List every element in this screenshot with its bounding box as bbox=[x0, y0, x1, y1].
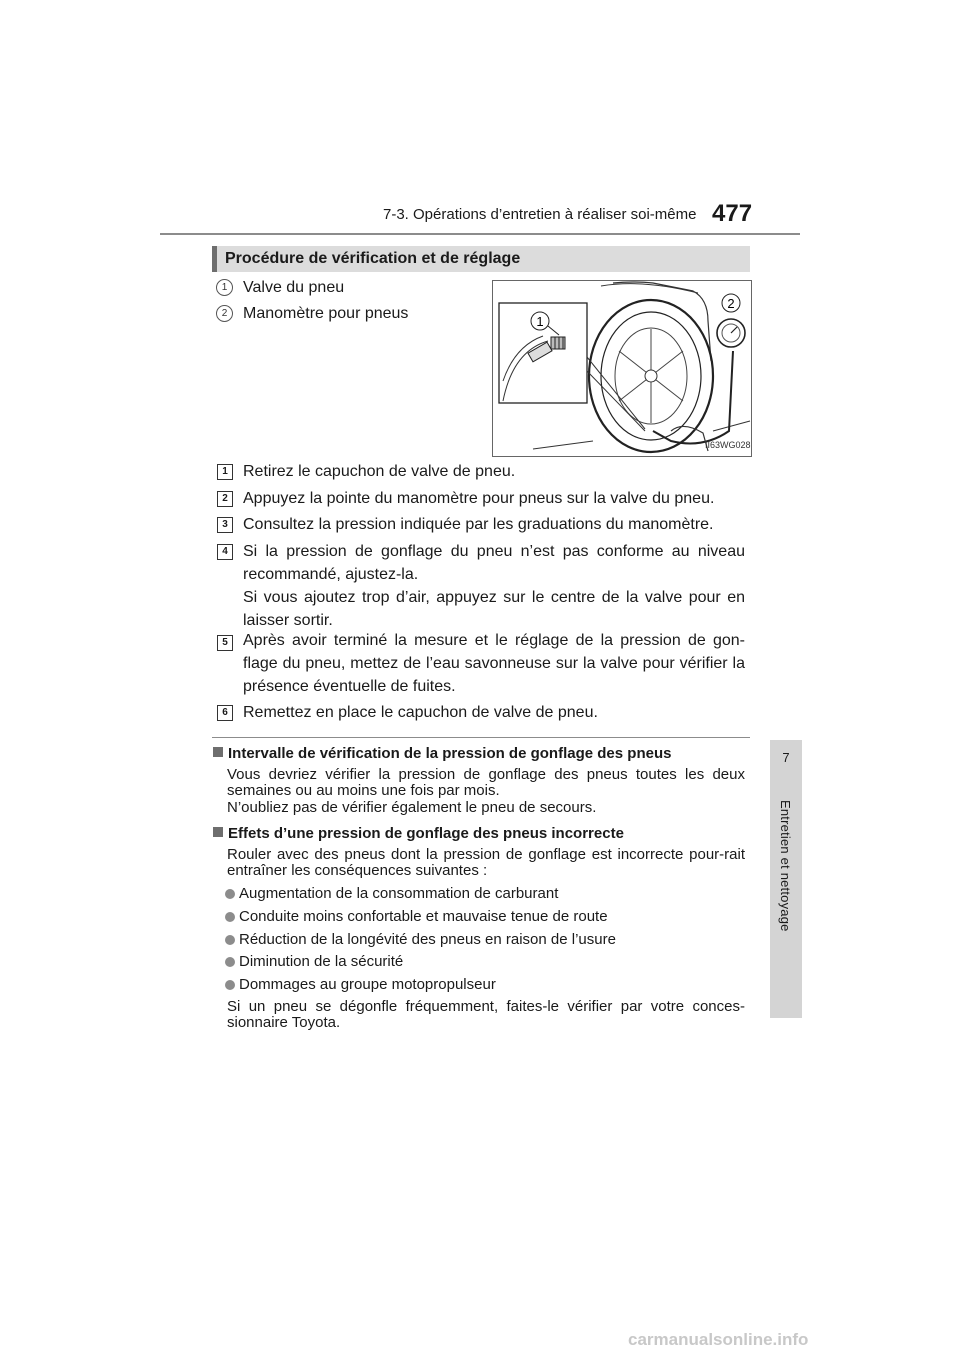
note-body-effects-intro: Rouler avec des pneus dont la pression de gonflage est incorrecte pour-rait entraîner les conséquences suivantes : bbox=[227, 846, 745, 879]
running-header: 7-3. Opérations d’entretien à réaliser soi-même bbox=[383, 206, 697, 223]
legend-marker-2: 2 bbox=[216, 305, 233, 322]
step-marker-4: 4 bbox=[217, 544, 233, 560]
section-title: Procédure de vérification et de réglage bbox=[225, 250, 521, 267]
step-text-6: Remettez en place le capuchon de valve de pneu. bbox=[243, 704, 598, 721]
note-heading-interval-text: Intervalle de vérification de la pression de gonflage des pneus bbox=[228, 745, 672, 762]
list-item bbox=[225, 931, 616, 948]
list-item bbox=[225, 976, 496, 993]
legend-label-2: Manomètre pour pneus bbox=[243, 305, 409, 322]
list-item-text: Diminution de la sécurité bbox=[239, 953, 404, 970]
bullet-dot-icon bbox=[225, 980, 235, 990]
section-bar-accent bbox=[212, 246, 217, 272]
list-item-text: Réduction de la longévité des pneus en raison de l’usure bbox=[239, 931, 616, 948]
bullet-dot-icon bbox=[225, 889, 235, 899]
callout-2-label: 2 bbox=[727, 296, 735, 311]
bullet-dot-icon bbox=[225, 935, 235, 945]
step-text-2: Appuyez la pointe du manomètre pour pneus sur la valve du pneu. bbox=[243, 490, 715, 507]
step-text-3: Consultez la pression indiquée par les graduations du manomètre. bbox=[243, 516, 714, 533]
step-text-4: Si la pression de gonflage du pneu n’est pas conforme au niveau recommandé, ajustez-la. bbox=[243, 543, 745, 583]
step-marker-2: 2 bbox=[217, 491, 233, 507]
list-item bbox=[225, 953, 403, 970]
note-heading-effects bbox=[213, 825, 624, 842]
step-marker-3: 3 bbox=[217, 517, 233, 533]
square-bullet-icon bbox=[213, 747, 223, 757]
chapter-label: Entretien et nettoyage bbox=[778, 800, 793, 932]
tire-illustration-svg bbox=[493, 281, 751, 456]
watermark: carmanualsonline.info bbox=[628, 1330, 809, 1349]
figure-code: II63WG028 bbox=[705, 440, 751, 450]
list-item-text: Dommages au groupe motopropulseur bbox=[239, 976, 496, 993]
legend-label-1: Valve du pneu bbox=[243, 279, 345, 296]
bullet-dot-icon bbox=[225, 957, 235, 967]
note-heading-effects-text: Effets d’une pression de gonflage des pneus incorrecte bbox=[228, 825, 624, 842]
list-item-text: Conduite moins confortable et mauvaise tenue de route bbox=[239, 908, 608, 925]
list-item bbox=[225, 908, 608, 925]
step-marker-1: 1 bbox=[217, 464, 233, 480]
callout-1-label: 1 bbox=[536, 314, 544, 329]
section-divider bbox=[212, 737, 750, 738]
step-text-1: Retirez le capuchon de valve de pneu. bbox=[243, 463, 516, 480]
tire-pressure-illustration bbox=[492, 280, 752, 457]
step-text-4b: Si vous ajoutez trop d’air, appuyez sur le centre de la valve pour en laisser sortir. bbox=[243, 589, 745, 629]
step-marker-5: 5 bbox=[217, 635, 233, 651]
chapter-number: 7 bbox=[782, 750, 790, 765]
note-body-effects-outro: Si un pneu se dégonfle fréquemment, faites-le vérifier par votre conces-sionnaire Toyota. bbox=[227, 998, 745, 1031]
note-body-interval-2: N’oubliez pas de vérifier également le pneu de secours. bbox=[227, 799, 597, 816]
legend-marker-1: 1 bbox=[216, 279, 233, 296]
note-heading-interval bbox=[213, 745, 671, 762]
square-bullet-icon bbox=[213, 827, 223, 837]
bullet-dot-icon bbox=[225, 912, 235, 922]
header-rule bbox=[160, 233, 800, 235]
note-body-interval-1: Vous devriez vérifier la pression de gonflage des pneus toutes les deux semaines ou au moins une fois par mois. bbox=[227, 766, 745, 799]
list-item-text: Augmentation de la consommation de carburant bbox=[239, 885, 559, 902]
step-marker-6: 6 bbox=[217, 705, 233, 721]
step-text-5: Après avoir terminé la mesure et le réglage de la pression de gon-flage du pneu, mettez de l’eau savonneuse sur la valve pour vérifier la présence éventuelle de fuites. bbox=[243, 632, 745, 695]
page-number: 477 bbox=[712, 200, 753, 227]
list-item bbox=[225, 885, 558, 902]
